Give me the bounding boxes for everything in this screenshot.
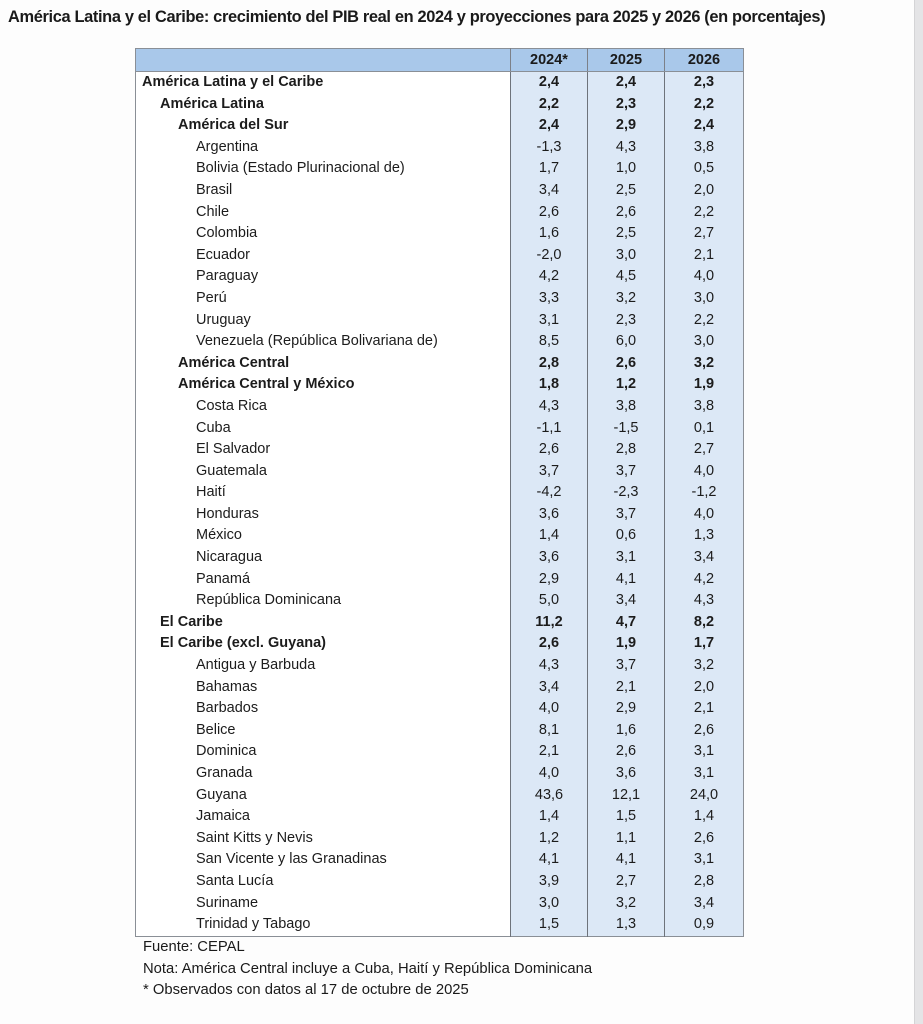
value-2024: 2,6 — [511, 633, 588, 655]
table-row — [136, 590, 744, 612]
value-2024: 3,4 — [511, 677, 588, 699]
row-label: América Central y México — [136, 374, 511, 396]
table-row — [136, 72, 744, 94]
value-2026: 8,2 — [665, 612, 744, 634]
row-label: República Dominicana — [136, 590, 511, 612]
table-row — [136, 353, 744, 375]
value-2025: 3,1 — [588, 547, 665, 569]
value-2025: 2,6 — [588, 353, 665, 375]
table-row — [136, 720, 744, 742]
value-2024: 4,3 — [511, 655, 588, 677]
table-row — [136, 482, 744, 504]
value-2026: 2,8 — [665, 871, 744, 893]
row-label: Dominica — [136, 741, 511, 763]
row-label: Venezuela (República Bolivariana de) — [136, 331, 511, 353]
value-2024: 3,0 — [511, 893, 588, 915]
value-2024: 4,2 — [511, 266, 588, 288]
row-label: Haití — [136, 482, 511, 504]
value-2026: 2,1 — [665, 245, 744, 267]
table-row — [136, 871, 744, 893]
value-2024: -2,0 — [511, 245, 588, 267]
table-row — [136, 266, 744, 288]
value-2026: 24,0 — [665, 785, 744, 807]
scrollbar-track — [914, 0, 923, 1024]
value-2026: 1,3 — [665, 525, 744, 547]
row-label: México — [136, 525, 511, 547]
table-row — [136, 763, 744, 785]
value-2024: 3,9 — [511, 871, 588, 893]
value-2025: 12,1 — [588, 785, 665, 807]
value-2026: 3,2 — [665, 353, 744, 375]
header-region — [136, 49, 511, 72]
row-label: Colombia — [136, 223, 511, 245]
value-2025: 0,6 — [588, 525, 665, 547]
value-2026: 2,4 — [665, 115, 744, 137]
row-label: Trinidad y Tabago — [136, 914, 511, 936]
value-2025: -1,5 — [588, 418, 665, 440]
table-row — [136, 288, 744, 310]
value-2026: 3,4 — [665, 547, 744, 569]
value-2026: 3,1 — [665, 763, 744, 785]
value-2025: 2,4 — [588, 72, 665, 94]
value-2024: 2,2 — [511, 94, 588, 116]
value-2025: 6,0 — [588, 331, 665, 353]
value-2025: 3,8 — [588, 396, 665, 418]
value-2024: 1,6 — [511, 223, 588, 245]
value-2025: 3,2 — [588, 893, 665, 915]
value-2024: 11,2 — [511, 612, 588, 634]
table-row — [136, 893, 744, 915]
value-2026: 2,1 — [665, 698, 744, 720]
value-2025: 3,0 — [588, 245, 665, 267]
value-2026: 1,4 — [665, 806, 744, 828]
row-label: Belice — [136, 720, 511, 742]
value-2026: 4,3 — [665, 590, 744, 612]
value-2026: 3,1 — [665, 741, 744, 763]
table-row — [136, 223, 744, 245]
row-label: El Caribe — [136, 612, 511, 634]
value-2026: 3,2 — [665, 655, 744, 677]
value-2024: 3,7 — [511, 461, 588, 483]
value-2025: 3,7 — [588, 504, 665, 526]
value-2026: 4,2 — [665, 569, 744, 591]
table-row — [136, 439, 744, 461]
value-2026: 4,0 — [665, 266, 744, 288]
value-2026: 1,9 — [665, 374, 744, 396]
value-2025: 2,6 — [588, 202, 665, 224]
row-label: Costa Rica — [136, 396, 511, 418]
page-title: América Latina y el Caribe: crecimiento del PIB real en 2024 y proyecciones para 2025 y 2026 (en porcentajes) — [8, 8, 826, 26]
value-2026: 2,3 — [665, 72, 744, 94]
table-row — [136, 374, 744, 396]
table-row — [136, 331, 744, 353]
value-2024: 1,8 — [511, 374, 588, 396]
row-label: Santa Lucía — [136, 871, 511, 893]
value-2024: 1,7 — [511, 158, 588, 180]
value-2024: 3,6 — [511, 547, 588, 569]
value-2024: 43,6 — [511, 785, 588, 807]
row-label: Guatemala — [136, 461, 511, 483]
table-row — [136, 828, 744, 850]
value-2024: 1,4 — [511, 806, 588, 828]
central-america-note: Nota: América Central incluye a Cuba, Haití y República Dominicana — [143, 960, 593, 977]
value-2024: -4,2 — [511, 482, 588, 504]
table-row — [136, 396, 744, 418]
value-2025: 2,9 — [588, 698, 665, 720]
value-2025: 4,3 — [588, 137, 665, 159]
table-row — [136, 849, 744, 871]
value-2026: 2,2 — [665, 202, 744, 224]
value-2025: 4,1 — [588, 849, 665, 871]
observed-footnote: * Observados con datos al 17 de octubre de 2025 — [143, 982, 469, 999]
value-2024: 4,0 — [511, 763, 588, 785]
table-row — [136, 461, 744, 483]
table-row — [136, 158, 744, 180]
value-2026: 0,9 — [665, 914, 744, 936]
table-notes — [143, 937, 592, 1002]
table-row — [136, 504, 744, 526]
row-label: Jamaica — [136, 806, 511, 828]
table-row — [136, 741, 744, 763]
value-2026: 3,0 — [665, 331, 744, 353]
value-2025: 2,9 — [588, 115, 665, 137]
table-body — [136, 72, 744, 937]
value-2025: 4,5 — [588, 266, 665, 288]
value-2024: 2,8 — [511, 353, 588, 375]
table-row — [136, 115, 744, 137]
row-label: América Latina — [136, 94, 511, 116]
value-2025: 2,3 — [588, 94, 665, 116]
table-row — [136, 633, 744, 655]
value-2026: 0,1 — [665, 418, 744, 440]
row-label: Nicaragua — [136, 547, 511, 569]
value-2025: 1,6 — [588, 720, 665, 742]
value-2025: 3,6 — [588, 763, 665, 785]
value-2026: -1,2 — [665, 482, 744, 504]
value-2024: 2,4 — [511, 72, 588, 94]
value-2026: 2,0 — [665, 677, 744, 699]
value-2024: 2,9 — [511, 569, 588, 591]
value-2026: 2,2 — [665, 94, 744, 116]
table-row — [136, 655, 744, 677]
table-row — [136, 525, 744, 547]
table-row — [136, 914, 744, 936]
value-2025: 1,2 — [588, 374, 665, 396]
value-2024: 3,3 — [511, 288, 588, 310]
value-2024: 1,5 — [511, 914, 588, 936]
table-row — [136, 547, 744, 569]
row-label: Bahamas — [136, 677, 511, 699]
table-row — [136, 569, 744, 591]
value-2024: 4,3 — [511, 396, 588, 418]
value-2026: 4,0 — [665, 461, 744, 483]
header-2026: 2026 — [665, 49, 744, 72]
value-2024: 2,6 — [511, 439, 588, 461]
value-2025: 1,1 — [588, 828, 665, 850]
row-label: Guyana — [136, 785, 511, 807]
value-2025: -2,3 — [588, 482, 665, 504]
value-2025: 1,3 — [588, 914, 665, 936]
value-2026: 3,1 — [665, 849, 744, 871]
row-label: Honduras — [136, 504, 511, 526]
value-2024: 3,1 — [511, 310, 588, 332]
value-2024: -1,3 — [511, 137, 588, 159]
table-row — [136, 612, 744, 634]
value-2026: 2,6 — [665, 720, 744, 742]
value-2024: 4,1 — [511, 849, 588, 871]
row-label: Ecuador — [136, 245, 511, 267]
row-label: Suriname — [136, 893, 511, 915]
value-2024: 2,4 — [511, 115, 588, 137]
row-label: Barbados — [136, 698, 511, 720]
value-2026: 2,2 — [665, 310, 744, 332]
value-2026: 3,0 — [665, 288, 744, 310]
value-2024: 5,0 — [511, 590, 588, 612]
row-label: América Latina y el Caribe — [136, 72, 511, 94]
table-header-row — [136, 49, 744, 72]
row-label: Panamá — [136, 569, 511, 591]
value-2026: 3,8 — [665, 396, 744, 418]
value-2025: 2,6 — [588, 741, 665, 763]
value-2025: 3,7 — [588, 461, 665, 483]
source-note: Fuente: CEPAL — [143, 939, 245, 955]
value-2025: 4,7 — [588, 612, 665, 634]
value-2024: 1,4 — [511, 525, 588, 547]
value-2025: 2,7 — [588, 871, 665, 893]
value-2025: 1,0 — [588, 158, 665, 180]
row-label: Brasil — [136, 180, 511, 202]
row-label: Uruguay — [136, 310, 511, 332]
value-2025: 3,4 — [588, 590, 665, 612]
value-2024: 3,4 — [511, 180, 588, 202]
value-2025: 2,8 — [588, 439, 665, 461]
value-2026: 3,8 — [665, 137, 744, 159]
value-2026: 4,0 — [665, 504, 744, 526]
row-label: El Caribe (excl. Guyana) — [136, 633, 511, 655]
row-label: Antigua y Barbuda — [136, 655, 511, 677]
row-label: Paraguay — [136, 266, 511, 288]
table-row — [136, 785, 744, 807]
value-2026: 1,7 — [665, 633, 744, 655]
row-label: Cuba — [136, 418, 511, 440]
table-row — [136, 418, 744, 440]
value-2026: 2,0 — [665, 180, 744, 202]
value-2024: 2,1 — [511, 741, 588, 763]
value-2025: 2,1 — [588, 677, 665, 699]
value-2024: -1,1 — [511, 418, 588, 440]
table-row — [136, 677, 744, 699]
table-row — [136, 94, 744, 116]
table-row — [136, 202, 744, 224]
value-2025: 3,2 — [588, 288, 665, 310]
row-label: América Central — [136, 353, 511, 375]
table-row — [136, 698, 744, 720]
value-2024: 8,5 — [511, 331, 588, 353]
table-row — [136, 137, 744, 159]
row-label: San Vicente y las Granadinas — [136, 849, 511, 871]
value-2024: 8,1 — [511, 720, 588, 742]
row-label: Granada — [136, 763, 511, 785]
value-2026: 3,4 — [665, 893, 744, 915]
row-label: Argentina — [136, 137, 511, 159]
value-2025: 2,5 — [588, 223, 665, 245]
value-2025: 4,1 — [588, 569, 665, 591]
header-2024: 2024* — [511, 49, 588, 72]
row-label: Perú — [136, 288, 511, 310]
table-row — [136, 310, 744, 332]
value-2024: 3,6 — [511, 504, 588, 526]
value-2025: 2,5 — [588, 180, 665, 202]
header-2025: 2025 — [588, 49, 665, 72]
value-2026: 2,7 — [665, 439, 744, 461]
row-label: Chile — [136, 202, 511, 224]
row-label: Bolivia (Estado Plurinacional de) — [136, 158, 511, 180]
value-2026: 2,7 — [665, 223, 744, 245]
table-row — [136, 180, 744, 202]
value-2025: 1,9 — [588, 633, 665, 655]
row-label: Saint Kitts y Nevis — [136, 828, 511, 850]
value-2024: 4,0 — [511, 698, 588, 720]
value-2025: 3,7 — [588, 655, 665, 677]
value-2025: 1,5 — [588, 806, 665, 828]
value-2025: 2,3 — [588, 310, 665, 332]
row-label: América del Sur — [136, 115, 511, 137]
value-2026: 0,5 — [665, 158, 744, 180]
table-row — [136, 806, 744, 828]
gdp-growth-table — [135, 48, 744, 937]
row-label: El Salvador — [136, 439, 511, 461]
value-2024: 2,6 — [511, 202, 588, 224]
value-2026: 2,6 — [665, 828, 744, 850]
table-row — [136, 245, 744, 267]
value-2024: 1,2 — [511, 828, 588, 850]
